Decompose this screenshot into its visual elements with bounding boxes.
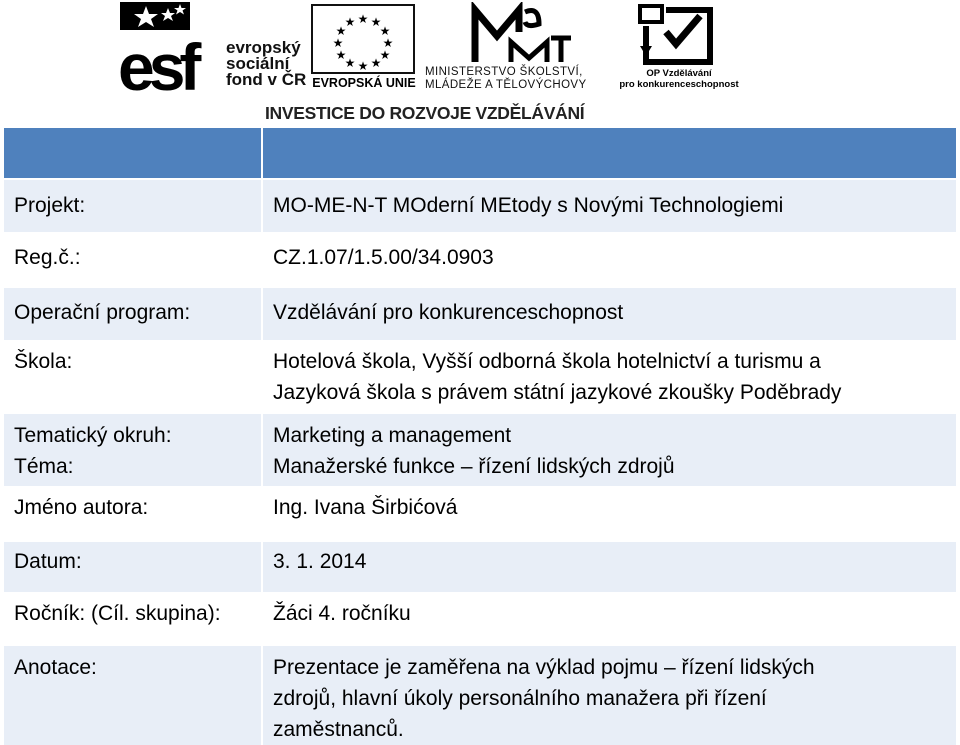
msmt-line-2: MLÁDEŽE A TĚLOVÝCHOVY: [425, 79, 587, 91]
school-line-1: Hotelová škola, Vyšší odborná škola hotelnictví a turismu a: [273, 350, 821, 373]
svg-text:★: ★: [379, 48, 391, 62]
topic-line-1: Marketing a management: [273, 424, 512, 447]
topic-label: Tematický okruh:: [14, 424, 172, 447]
theme-label: Téma:: [14, 455, 74, 478]
grade-label: Ročník: (Cíl. skupina):: [4, 594, 261, 644]
table-row-author: [4, 488, 956, 540]
esf-line-2: sociální: [226, 54, 290, 73]
project-value: MO-ME-N-T MOderní MEtody s Novými Technologiemi: [263, 180, 956, 232]
esf-name: [226, 40, 306, 88]
svg-text:★: ★: [357, 59, 369, 72]
op-name: [618, 68, 740, 90]
svg-text:★: ★: [370, 15, 382, 29]
op-logo: [618, 2, 740, 92]
op-emblem-icon: [618, 2, 740, 66]
svg-text:★: ★: [357, 12, 369, 26]
eu-logo: [311, 4, 417, 92]
svg-text:★: ★: [379, 24, 391, 38]
msmt-logo: [425, 2, 615, 92]
msmt-line-1: MINISTERSTVO ŠKOLSTVÍ,: [425, 66, 583, 78]
topic-labels: [4, 414, 261, 486]
svg-text:★: ★: [370, 56, 382, 70]
eu-label: EVROPSKÁ UNIE: [312, 76, 416, 90]
date-label: Datum:: [4, 542, 261, 592]
msmt-name: [425, 66, 615, 92]
topic-value: [263, 414, 956, 486]
annotation-value: [263, 646, 956, 745]
table-row-project: [4, 180, 956, 232]
reg-label: Reg.č.:: [4, 234, 261, 286]
op-line-1: OP Vzdělávání: [646, 68, 712, 79]
svg-text:★: ★: [332, 36, 344, 50]
investment-slogan: INVESTICE DO ROZVOJE VZDĚLÁVÁNÍ: [265, 103, 585, 123]
school-value: [263, 342, 956, 412]
esf-emblem-icon: [118, 2, 226, 92]
svg-text:★: ★: [335, 24, 347, 38]
table-header-row: [4, 128, 956, 178]
school-label: Škola:: [4, 342, 261, 412]
school-line-2: Jazyková škola s právem státní jazykové zkoušky Poděbrady: [273, 381, 842, 404]
table-row-program: [4, 288, 956, 340]
reg-value: CZ.1.07/1.5.00/34.0903: [263, 234, 956, 286]
header-cell-left: [4, 128, 261, 178]
table-row-school: [4, 342, 956, 412]
svg-text:★: ★: [335, 48, 347, 62]
eu-flag-icon: [311, 4, 415, 74]
svg-text:★: ★: [382, 36, 394, 50]
svg-text:★: ★: [344, 56, 356, 70]
program-value: Vzdělávání pro konkurenceschopnost: [263, 288, 956, 340]
program-label: Operační program:: [4, 288, 261, 340]
table-row-annotation: [4, 646, 956, 745]
op-line-2: pro konkurenceschopnost: [619, 79, 739, 90]
esf-logo: [118, 2, 308, 92]
msmt-monogram-icon: [425, 2, 615, 64]
table-row-reg: [4, 234, 956, 286]
header-cell-right: [263, 128, 956, 178]
topic-line-2: Manažerské funkce – řízení lidských zdrojů: [273, 455, 675, 478]
table-row-topic: [4, 414, 956, 486]
annotation-line-3: zaměstnanců.: [273, 718, 404, 741]
author-value: Ing. Ivana Širbićová: [263, 488, 956, 540]
grade-value: Žáci 4. ročníku: [263, 594, 956, 644]
svg-text:★: ★: [344, 15, 356, 29]
author-label: Jméno autora:: [4, 488, 261, 540]
table-row-grade: [4, 594, 956, 644]
svg-text:esf: esf: [118, 30, 196, 92]
esf-line-1: evropský: [226, 38, 301, 57]
table-row-date: [4, 542, 956, 592]
annotation-label: Anotace:: [4, 646, 261, 745]
project-label: Projekt:: [4, 180, 261, 232]
date-value: 3. 1. 2014: [263, 542, 956, 592]
annotation-line-2: zdrojů, hlavní úkoly personálního manažera při řízení: [273, 687, 767, 710]
logo-header: [0, 0, 960, 128]
esf-line-3: fond v ČR: [226, 70, 307, 89]
annotation-line-1: Prezentace je zaměřena na výklad pojmu – řízení lidských: [273, 656, 815, 679]
